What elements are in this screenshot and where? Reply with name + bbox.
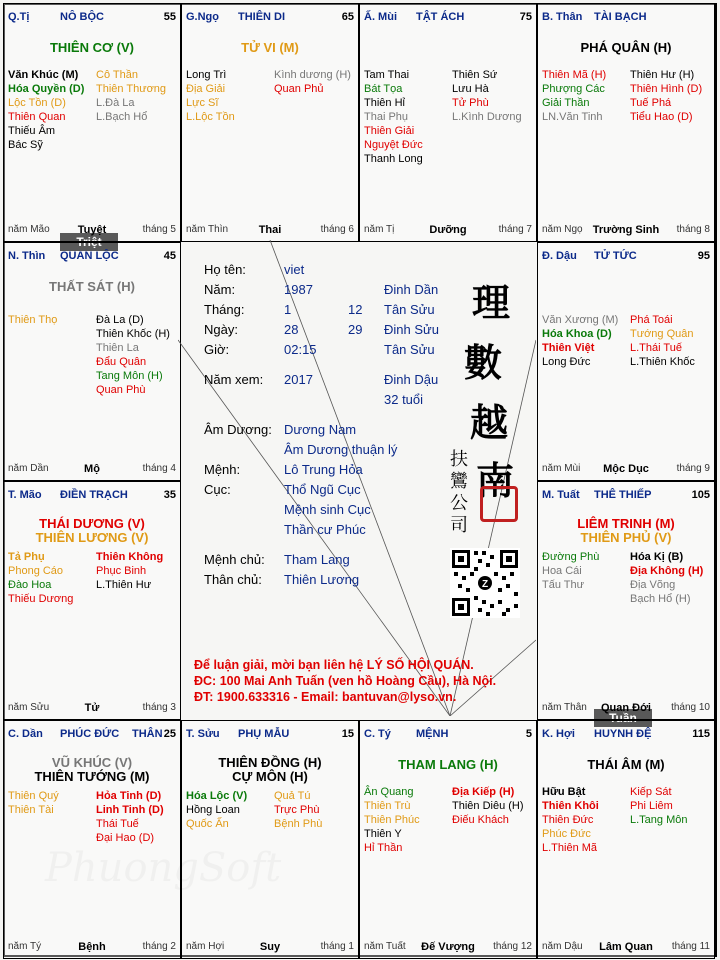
year-label: năm Tuất	[364, 941, 406, 952]
branch-label: Đ. Dậu	[542, 250, 577, 262]
minor-star: L.Thái Tuế	[630, 342, 682, 354]
minor-star: Bạch Hổ (H)	[630, 593, 691, 605]
minor-star: Tiểu Hao (D)	[630, 111, 693, 123]
right-star-column	[96, 68, 166, 124]
right-star-column	[630, 550, 703, 606]
minor-star: Thiên Khôi	[542, 800, 599, 812]
branch-label: N. Thìn	[8, 250, 46, 262]
house-label: QUAN LỘC	[60, 250, 119, 262]
branch-label: Q.Tị	[8, 11, 30, 23]
month-label: Tháng:	[204, 302, 245, 317]
minor-star: Địa Kiếp (H)	[452, 786, 515, 798]
minor-star: Lực Sĩ	[186, 97, 219, 109]
minor-star: Quả Tú	[274, 790, 311, 802]
minor-star: Bát Tọa	[364, 83, 403, 95]
minor-star: L.Tang Môn	[630, 814, 688, 826]
right-star-column	[274, 68, 351, 96]
major-star: TỬ VI (M)	[241, 40, 299, 55]
life-stage: Mộ	[84, 463, 100, 475]
palace-hoi[interactable]	[537, 720, 715, 959]
minor-star: Đại Hao (D)	[96, 832, 155, 844]
minor-star: Hóa Quyền (D)	[8, 83, 85, 95]
day-can: Đinh Sửu	[384, 322, 439, 337]
than-chu-value: Thiên Lương	[284, 572, 360, 587]
right-star-column	[96, 550, 163, 592]
month-label: tháng 6	[320, 224, 354, 235]
minor-star: Thiên Việt	[542, 342, 595, 354]
month-solar: 1	[284, 302, 292, 317]
minor-star: Thiên La	[96, 342, 139, 354]
age-label: 25	[163, 728, 176, 740]
house-label: ĐIỀN TRẠCH	[60, 489, 128, 501]
palace-dan[interactable]	[3, 720, 181, 959]
major-star: THIÊN ĐỒNG (H)	[218, 755, 322, 770]
minor-star: Phúc Đức	[542, 828, 591, 840]
life-stage: Bệnh	[78, 941, 106, 953]
minor-star: Thiên Mã (H)	[542, 69, 607, 81]
contact-line-2: ĐC: 100 Mai Anh Tuấn (ven hồ Hoàng Cầu), Hà Nội.	[194, 674, 497, 688]
year-label: năm Hợi	[186, 941, 225, 952]
minor-star: Tam Thai	[364, 69, 410, 81]
logo-char-3: 越	[470, 400, 509, 445]
minor-star: Lộc Tồn (D)	[8, 97, 66, 109]
house-label: TỬ TỨC	[594, 250, 637, 262]
month-label: tháng 4	[142, 463, 176, 474]
age-label: 35	[163, 489, 176, 501]
palace-thin[interactable]	[3, 242, 181, 481]
month-label: tháng 2	[142, 941, 176, 952]
minor-star: Hữu Bật	[542, 786, 586, 798]
minor-star: Phong Cáo	[8, 565, 64, 577]
view-year-value: 2017	[284, 372, 313, 387]
life-stage: Trường Sinh	[592, 224, 660, 236]
right-star-column	[630, 785, 687, 827]
right-star-column	[630, 313, 695, 369]
menh-chu-label: Mệnh chủ:	[204, 552, 265, 567]
minor-star: Thai Phụ	[364, 111, 409, 123]
right-star-column	[452, 68, 522, 124]
cuc-note-1: Mệnh sinh Cục	[284, 502, 371, 517]
house-label: TÀI BẠCH	[594, 11, 647, 23]
minor-star: Long Trì	[186, 69, 227, 81]
left-star-column	[364, 785, 420, 855]
left-star-column	[364, 68, 423, 166]
major-star: THÁI ÂM (M)	[587, 757, 665, 772]
logo-sub-3: 公	[450, 493, 468, 514]
right-star-column	[96, 789, 164, 845]
logo-char-1: 理	[472, 280, 511, 325]
minor-star: Tang Môn (H)	[96, 370, 163, 382]
right-star-column	[96, 313, 170, 397]
year-label: năm Thìn	[186, 224, 229, 235]
view-year-can: Đinh Dậu	[384, 372, 439, 387]
life-stage: Đế Vượng	[421, 941, 475, 953]
cuc-value: Thổ Ngũ Cục	[284, 482, 361, 497]
minor-star: Thiên Phúc	[364, 814, 420, 826]
minor-star: Hồng Loan	[186, 804, 240, 816]
minor-star: Thiên Hỉ	[364, 97, 405, 109]
minor-star: Long Đức	[542, 356, 591, 368]
yinyang-value: Dương Nam	[284, 422, 357, 437]
palace-ty[interactable]	[359, 720, 537, 959]
minor-star: L.Bạch Hổ	[96, 111, 148, 123]
major-star: VŨ KHÚC (V)	[51, 755, 133, 770]
month-label: tháng 10	[671, 702, 710, 713]
branch-label: T. Sửu	[186, 728, 220, 740]
year-label: Năm:	[204, 282, 236, 297]
minor-star: Phượng Các	[542, 83, 605, 95]
minor-star: Giải Thần	[542, 97, 590, 109]
left-star-column	[542, 785, 599, 855]
major-star: CỰ MÔN (H)	[232, 769, 308, 784]
right-star-column	[274, 789, 322, 831]
major-star: THIÊN LƯƠNG (V)	[35, 530, 149, 545]
branch-label: M. Tuất	[542, 489, 580, 501]
minor-star: Đào Hoa	[8, 579, 52, 591]
yinyang-label: Âm Dương:	[204, 422, 272, 437]
minor-star: Thiên Tài	[8, 804, 54, 816]
minor-star: Thiên Thương	[96, 83, 167, 95]
age-label: 105	[691, 489, 710, 501]
age-label: 15	[341, 728, 354, 740]
month-label: tháng 9	[676, 463, 710, 474]
left-star-column	[542, 313, 618, 369]
minor-star: Đường Phù	[542, 551, 600, 563]
age-label: 65	[341, 11, 354, 23]
menh-value: Lô Trung Hỏa	[284, 462, 363, 477]
left-star-column	[186, 789, 247, 831]
year-can: Đinh Dần	[384, 282, 439, 297]
house-label: TẬT ÁCH	[416, 11, 465, 23]
minor-star: Địa Giải	[186, 83, 226, 95]
age-label: 95	[697, 250, 710, 262]
minor-star: Quan Phủ	[274, 83, 324, 95]
major-star: THÁI DƯƠNG (V)	[39, 516, 145, 531]
minor-star: L.Thiên Hư	[96, 579, 152, 591]
watermark: PhuongSoft	[45, 845, 282, 891]
branch-label: T. Mão	[8, 489, 42, 501]
minor-star: Bệnh Phù	[274, 818, 323, 830]
palace-suu[interactable]	[181, 720, 359, 959]
menh-chu-value: Tham Lang	[284, 552, 350, 567]
minor-star: Phi Liêm	[630, 800, 673, 812]
hour-label: Giờ:	[204, 342, 230, 357]
house-label: NÔ BỘC	[60, 11, 104, 23]
minor-star: Hóa Khoa (D)	[542, 328, 612, 340]
minor-star: Nguyệt Đức	[364, 139, 423, 151]
minor-star: L.Thiên Khốc	[630, 356, 695, 368]
life-stage: Quan Đới	[601, 702, 651, 714]
than-marker: THÂN	[132, 728, 163, 740]
left-star-column	[8, 550, 73, 606]
minor-star: Phá Toái	[630, 314, 673, 326]
minor-star: Thiên Y	[364, 828, 402, 840]
age-label: 5	[525, 728, 532, 740]
menh-label: Mệnh:	[204, 462, 241, 477]
minor-star: Kiếp Sát	[630, 786, 672, 798]
life-stage: Suy	[259, 941, 281, 953]
major-star: THAM LANG (H)	[398, 757, 498, 772]
minor-star: Đẩu Quân	[96, 356, 147, 368]
major-star: THIÊN PHỦ (V)	[580, 530, 672, 545]
minor-star: Tả Phụ	[8, 551, 45, 563]
minor-star: Thiếu Dương	[8, 593, 74, 605]
month-label: tháng 11	[671, 941, 710, 952]
logo-char-2: 數	[464, 340, 503, 385]
triet-tag: Triệt	[60, 233, 118, 251]
minor-star: Điếu Khách	[452, 814, 509, 826]
palace-ti[interactable]	[3, 3, 181, 242]
right-star-column	[630, 68, 702, 124]
minor-star: Hỏa Tinh (D)	[96, 790, 162, 802]
minor-star: Hóa Kị (B)	[630, 551, 684, 563]
age-label: 75	[519, 11, 532, 23]
minor-star: LN.Văn Tinh	[542, 111, 603, 123]
logo-sub-4: 司	[450, 515, 468, 536]
logo-char-4: 南	[476, 458, 515, 503]
contact-line-1: Để luận giải, mời bạn liên hệ LÝ SỐ HỘI QUÁN.	[194, 658, 474, 672]
branch-label: G.Ngọ	[186, 11, 219, 23]
minor-star: Địa Không (H)	[630, 565, 704, 577]
minor-star: Thiếu Âm	[8, 125, 56, 137]
major-star: PHÁ QUÂN (H)	[580, 40, 672, 55]
yinyang-note: Âm Dương thuận lý	[284, 442, 398, 457]
minor-star: Thiên Trù	[364, 800, 411, 812]
minor-star: Văn Xương (M)	[542, 314, 619, 326]
minor-star: L.Lộc Tồn	[186, 111, 235, 123]
age-label: 45	[163, 250, 176, 262]
cuc-label: Cục:	[204, 482, 231, 497]
left-star-column	[8, 313, 57, 327]
minor-star: Thiên Giải	[364, 125, 415, 137]
left-star-column	[542, 550, 599, 592]
palace-mui[interactable]	[359, 3, 537, 242]
left-star-column	[542, 68, 606, 124]
than-chu-label: Thân chủ:	[204, 572, 262, 587]
year-label: năm Mão	[8, 224, 50, 235]
house-label: HUYNH ĐỆ	[594, 728, 652, 740]
minor-star: Hóa Lộc (V)	[186, 790, 248, 802]
day-label: Ngày:	[204, 322, 238, 337]
month-lunar: 12	[348, 302, 363, 317]
month-label: tháng 5	[142, 224, 176, 235]
minor-star: Bác Sỹ	[8, 139, 43, 151]
minor-star: Kình dương (H)	[274, 69, 351, 81]
left-star-column	[186, 68, 235, 124]
palace-mao[interactable]	[3, 481, 181, 720]
year-label: năm Dần	[8, 463, 49, 474]
month-label: tháng 12	[493, 941, 532, 952]
age-value: 32 tuổi	[384, 392, 424, 407]
qr-code-icon[interactable]	[450, 548, 520, 618]
minor-star: Thiên Thọ	[8, 314, 58, 326]
month-label: tháng 1	[320, 941, 354, 952]
hour-can: Tân Sửu	[384, 342, 435, 357]
life-stage: Dưỡng	[429, 224, 467, 236]
minor-star: Thiên Hình (D)	[630, 83, 703, 95]
left-star-column	[8, 68, 84, 152]
minor-star: Thiên Hư (H)	[630, 69, 695, 81]
red-seal-icon	[480, 486, 518, 522]
major-star: THIÊN TƯỚNG (M)	[34, 769, 150, 784]
house-label: MỆNH	[416, 728, 449, 740]
minor-star: Hoa Cái	[542, 565, 582, 577]
minor-star: Thiên Khốc (H)	[96, 328, 170, 340]
branch-label: C. Dần	[8, 728, 43, 740]
minor-star: Tướng Quân	[630, 328, 694, 340]
palace-tuat[interactable]	[537, 481, 715, 720]
year-label: năm Thân	[542, 702, 587, 713]
minor-star: Hỉ Thần	[364, 842, 403, 854]
branch-label: B. Thân	[542, 11, 583, 23]
minor-star: Đà La (D)	[96, 314, 144, 326]
minor-star: Linh Tinh (D)	[96, 804, 164, 816]
minor-star: Tấu Thư	[542, 579, 585, 591]
cuc-note-2: Thần cư Phúc	[284, 522, 366, 537]
logo-sub-2: 鸞	[450, 471, 468, 492]
house-label: PHỤ MẪU	[238, 728, 290, 740]
svg-text:Z: Z	[481, 579, 489, 590]
major-star: THẤT SÁT (H)	[49, 279, 135, 294]
contact-line-3: ĐT: 1900.633316 - Email: bantuvan@lyso.vn.	[194, 690, 457, 704]
major-star: THIÊN CƠ (V)	[49, 40, 135, 55]
minor-star: Lưu Hà	[452, 83, 489, 95]
branch-label: C. Tý	[364, 728, 391, 740]
minor-star: Ân Quang	[364, 786, 414, 798]
branch-label: Ấ. Mùi	[364, 11, 397, 23]
left-star-column	[8, 789, 59, 817]
minor-star: Thiên Đức	[542, 814, 594, 826]
life-stage: Lâm Quan	[599, 941, 653, 953]
life-stage: Tuyệt	[77, 224, 107, 236]
year-label: năm Sửu	[8, 702, 50, 713]
life-stage: Thai	[258, 224, 282, 236]
month-label: tháng 3	[142, 702, 176, 713]
minor-star: Văn Khúc (M)	[8, 69, 79, 81]
year-label: năm Mùi	[542, 463, 581, 474]
minor-star: L.Đà La	[96, 97, 135, 109]
major-star: LIÊM TRINH (M)	[577, 516, 675, 531]
day-solar: 28	[284, 322, 299, 337]
minor-star: Địa Võng	[630, 579, 676, 591]
minor-star: Thanh Long	[364, 153, 423, 165]
palace-dau[interactable]	[537, 242, 715, 481]
palace-than[interactable]	[537, 3, 715, 242]
logo-sub-1: 扶	[450, 449, 468, 470]
hour-value: 02:15	[284, 342, 317, 357]
minor-star: Thiên Quan	[8, 111, 66, 123]
palace-ngo[interactable]	[181, 3, 359, 242]
year-label: năm Ngọ	[542, 224, 583, 235]
minor-star: Cô Thần	[96, 69, 138, 81]
branch-label: K. Hợi	[542, 728, 575, 740]
month-can: Tân Sửu	[384, 302, 435, 317]
minor-star: Quan Phù	[96, 384, 146, 396]
minor-star: Thiên Không	[96, 551, 164, 563]
year-label: năm Tý	[8, 941, 42, 952]
house-label: PHÚC ĐỨC	[60, 728, 120, 740]
age-label: 55	[163, 11, 176, 23]
minor-star: Phục Binh	[96, 565, 147, 577]
year-label: năm Dậu	[542, 941, 583, 952]
age-label: 115	[692, 728, 710, 740]
life-stage: Tử	[84, 702, 100, 714]
minor-star: Thiên Diêu (H)	[452, 800, 524, 812]
month-label: tháng 8	[676, 224, 710, 235]
house-label: THIÊN DI	[238, 11, 286, 23]
minor-star: Thiên Quý	[8, 790, 59, 802]
year-value: 1987	[284, 282, 313, 297]
day-lunar: 29	[348, 322, 363, 337]
year-label: năm Tị	[364, 224, 395, 235]
minor-star: L.Thiên Mã	[542, 842, 598, 854]
minor-star: Quốc Ấn	[186, 818, 229, 830]
house-label: THÊ THIẾP	[594, 489, 652, 501]
minor-star: Thái Tuế	[96, 818, 139, 830]
minor-star: Thiên Sứ	[452, 69, 498, 81]
minor-star: Tử Phù	[452, 97, 489, 109]
name-value: viet	[284, 262, 305, 277]
tuan-tag: Tuần	[594, 709, 652, 727]
minor-star: Trực Phù	[274, 804, 320, 816]
view-year-label: Năm xem:	[204, 372, 264, 387]
minor-star: Tuế Phá	[630, 97, 672, 109]
right-star-column	[452, 785, 524, 827]
center-info-panel	[178, 240, 536, 716]
month-label: tháng 7	[498, 224, 532, 235]
life-stage: Mộc Dục	[603, 463, 649, 475]
name-label: Họ tên:	[204, 262, 246, 277]
minor-star: L.Kình Dương	[452, 111, 522, 123]
